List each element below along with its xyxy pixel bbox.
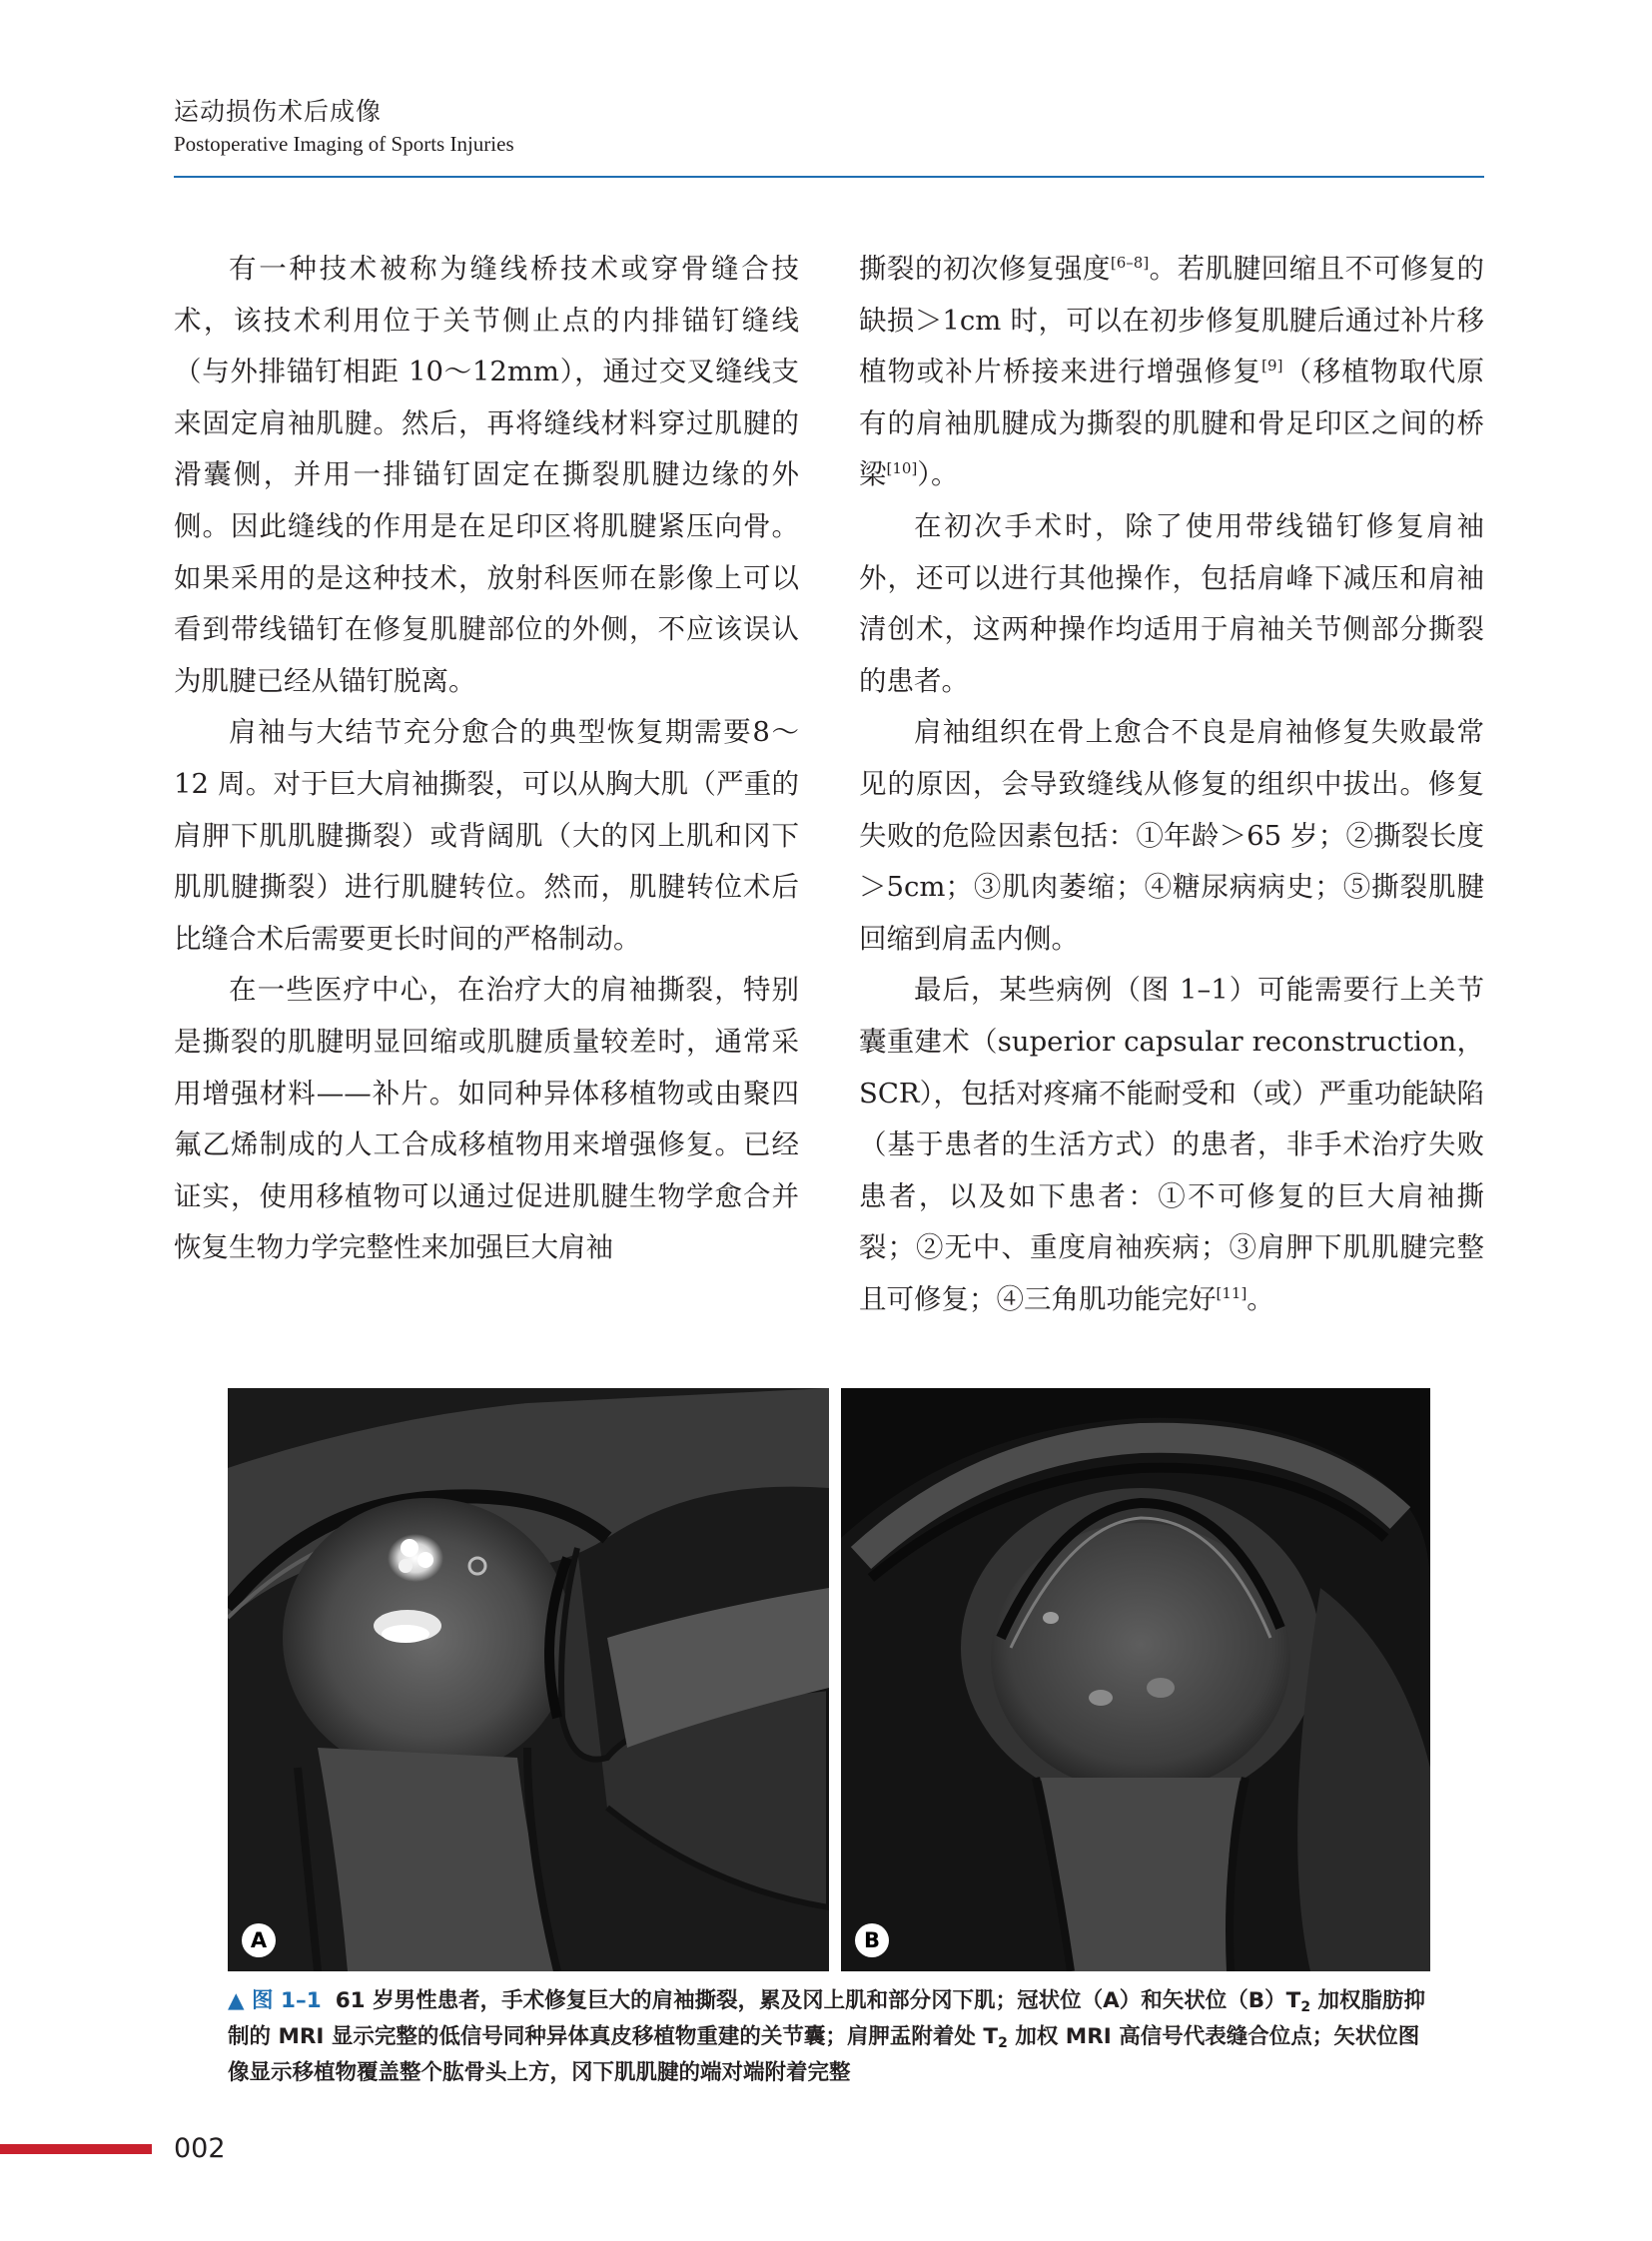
citation: [6–8] (1110, 254, 1150, 272)
paragraph: 有一种技术被称为缝线桥技术或穿骨缝合技术，该技术利用位于关节侧止点的内排锚钉缝线（与外排锚钉相距 10～12mm），通过交叉缝线支来固定肩袖肌腱。然后，再将缝线材料穿过肌腱的滑囊侧，并用一排锚钉固定在撕裂肌腱边缘的外侧。因此缝线的作用是在足印区将肌腱紧压向骨。如果采用的是这种技术，放射科医师在影像上可以看到带线锚钉在修复肌腱部位的外侧，不应该误认为肌腱已经从锚钉脱离。 (174, 253, 799, 697)
citation: [10] (886, 459, 918, 478)
figure-number: 图 1–1 (252, 1988, 322, 2013)
citation: [9] (1261, 357, 1283, 375)
figure-caption: ▲ 图 1–1 61 岁男性患者，手术修复巨大的肩袖撕裂，累及冈上肌和部分冈下肌；冠状位（A）和矢状位$(B)T_2$ 加权脂肪抑制的 MRI 显示完整的低信号同种异体真皮移植物重建的关节囊；肩胛盂附着处 $T_2$ 加权 MRI 高信号代表缝合位点；矢状位图像显示移植物覆盖整个肱骨头上方，冈下肌肌腱的端对端附着完整 (228, 1988, 1426, 2085)
paragraph: 在一些医疗中心，在治疗大的肩袖撕裂，特别是撕裂的肌腱明显回缩或肌腱质量较差时，通常采用增强材料——补片。如同种异体移植物或由聚四氟乙烯制成的人工合成移植物用来增强修复。已经证实，使用移植物可以通过促进肌腱生物学愈合并恢复生物力学完整性来加强巨大肩袖 (174, 974, 799, 1264)
citation: [11] (1216, 1283, 1247, 1302)
running-header-title-cn: 运动损伤术后成像 (174, 97, 383, 126)
paragraph: 在初次手术时，除了使用带线锚钉修复肩袖外，还可以进行其他操作，包括肩峰下减压和肩袖清创术，这两种操作均适用于肩袖关节侧部分撕裂的患者。 (859, 509, 1484, 697)
paragraph: 肩袖组织在骨上愈合不良是肩袖修复失败最常见的原因，会导致缝线从修复的组织中拔出。修复失败的危险因素包括：①年龄＞65 岁；②撕裂长度＞5cm；③肌肉萎缩；④糖尿病病史；⑤撕裂肌腱回缩到肩盂内侧。 (859, 716, 1484, 955)
mri-coronal-illustration (228, 1388, 829, 1971)
caption-marker-icon: ▲ (228, 1988, 245, 2013)
running-header-title-en: Postoperative Imaging of Sports Injuries (174, 132, 514, 156)
right-column (859, 244, 1484, 1325)
paragraph: 肩袖与大结节充分愈合的典型恢复期需要8～12 周。对于巨大肩袖撕裂，可以从胸大肌（严重的肩胛下肌肌腱撕裂）或背阔肌（大的冈上肌和冈下肌肌腱撕裂）进行肌腱转位。然而，肌腱转位术后比缝合术后需要更长时间的严格制动。 (174, 716, 799, 955)
panel-label-a: A (242, 1923, 276, 1957)
left-column (174, 244, 799, 1274)
paragraph: 撕裂的初次修复强度[6–8]。若肌腱回缩且不可修复的缺损＞1cm 时，可以在初步修复肌腱后通过补片移植物或补片桥接来进行增强修复[9]（移植物取代原有的肩袖肌腱成为撕裂的肌腱和骨足印区之间的桥梁[10]）。 (859, 253, 1485, 491)
mri-image-sagittal (841, 1388, 1430, 1971)
paragraph: 最后，某些病例（图 1–1）可能需要行上关节囊重建术（superior capsular reconstruction，SCR），包括对疼痛不能耐受和（或）严重功能缺陷（基于患者的生活方式）的患者，非手术治疗失败患者，以及如下患者：①不可修复的巨大肩袖撕裂；②无中、重度肩袖疾病；③肩胛下肌肌腱完整且可修复；④三角肌功能完好[11]。 (859, 974, 1484, 1315)
header-divider (174, 176, 1484, 178)
mri-sagittal-illustration (841, 1388, 1430, 1971)
page-number: 002 (174, 2133, 226, 2164)
mri-image-coronal (228, 1388, 829, 1971)
footer-accent-bar (0, 2144, 152, 2154)
panel-label-b: B (855, 1923, 889, 1957)
